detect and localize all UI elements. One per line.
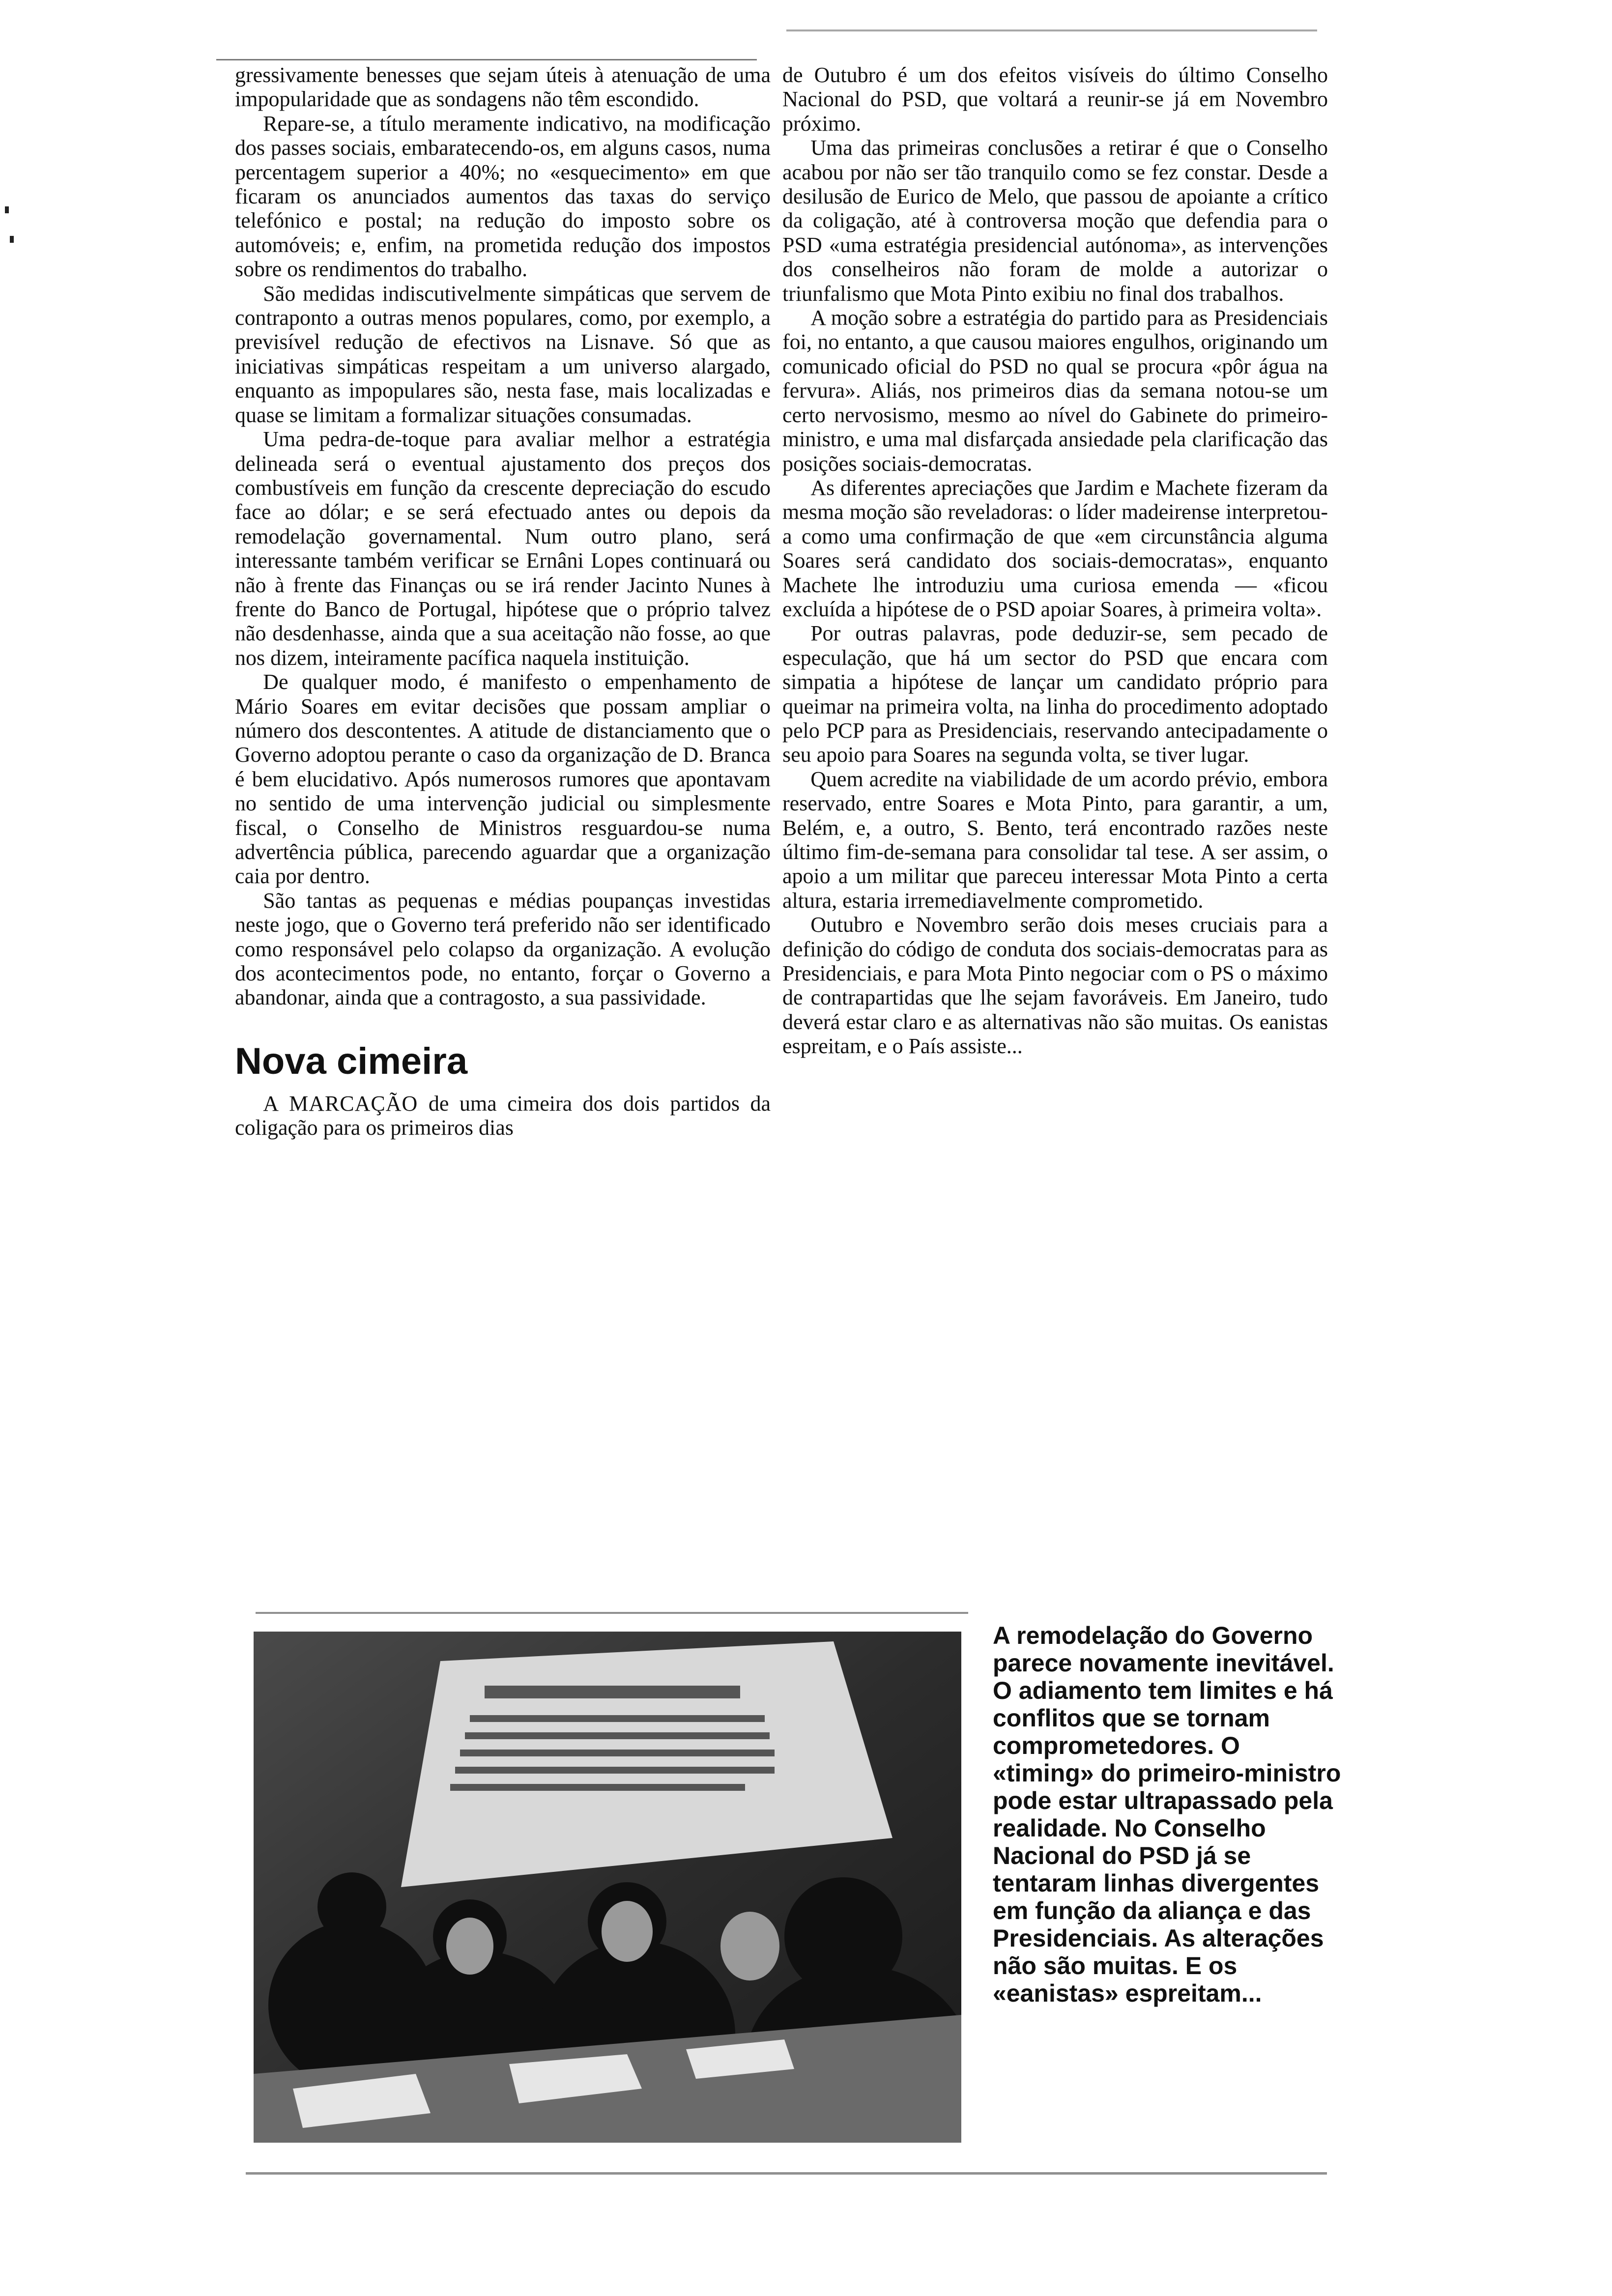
paragraph: Quem acredite na viabilidade de um acordo prévio, embora reservado, entre Soares e Mota Pinto, para garantir, a um, Belém, e, a outro, S. Bento, terá encontrado razões neste último fim-de-semana para consolidar tal tese. A ser assim, o apoio a um militar que pareceu interessar Mota Pinto a certa altura, estaria irremediavelmente comprometido.: [782, 767, 1328, 913]
scan-speck: [786, 29, 1317, 31]
meeting-photo-image: [254, 1632, 961, 2143]
paragraph: De qualquer modo, é manifesto o empenhamento de Mário Soares em evitar decisões que possam ampliar o número dos descontentes. A atitude de distanciamento que o Governo adoptou perante o caso da organização de D. Branca é bem elucidativo. Após numerosos rumores que apontavam no sentido de uma intervenção judicial ou simplesmente fiscal, o Conselho de Ministros resguardou-se numa advertência pública, parecendo aguardar que a organização caia por dentro.: [235, 670, 771, 889]
paragraph: Por outras palavras, pode deduzir-se, sem pecado de especulação, que há um sector do PSD que encara com simpatia a hipótese de lançar um candidato próprio para queimar na primeira volta, na linha do procedimento adoptado pelo PCP para as Presidenciais, reservando antecipadamente o seu apoio para Soares na segunda volta, se tiver lugar.: [782, 621, 1328, 767]
left-text-column: [235, 63, 771, 1140]
scan-speck: [10, 236, 14, 243]
paragraph: gressivamente benesses que sejam úteis à atenuação de uma impopularidade que as sondagens não têm escondido.: [235, 63, 771, 112]
paragraph: Repare-se, a título meramente indicativo, na modificação dos passes sociais, embaratecendo-os, em alguns casos, numa percentagem superior a 40%; no «esquecimento» em que ficaram os anunciados aumentos das taxas do serviço telefónico e postal; na redução do imposto sobre os automóveis; e, enfim, na prometida redução dos impostos sobre os rendimentos do trabalho.: [235, 111, 771, 282]
subheading: Nova cimeira: [235, 1040, 468, 1082]
paragraph: São medidas indiscutivelmente simpáticas que servem de contraponto a outras menos populares, como, por exemplo, a previsível redução de efectivos na Lisnave. Só que as iniciativas simpáticas respeitam a um universo alargado, enquanto as impopulares são, nesta fase, mais localizadas e quase se limitam a formalizar situações consumadas.: [235, 281, 771, 427]
paragraph: Uma das primeiras conclusões a retirar é que o Conselho acabou por não ser tão tranquilo como se fez constar. Desde a desilusão de Eurico de Melo, que passou de apoiante a crítico da coligação, até à controversa moção que defendia para o PSD «uma estratégia presidencial autónoma», as intervenções dos conselheiros não foram de molde a autorizar o triunfalismo que Mota Pinto exibiu no final dos trabalhos.: [782, 136, 1328, 306]
paragraph: São tantas as pequenas e médias poupanças investidas neste jogo, que o Governo terá preferido não ser identificado como responsável pelo colapso da organização. A evolução dos acontecimentos pode, no entanto, forçar o Governo a abandonar, ainda que a contragosto, a sua passividade.: [235, 888, 771, 1010]
paragraph: Uma pedra-de-toque para avaliar melhor a estratégia delineada será o eventual ajustamento dos preços dos combustíveis em função da crescente depreciação do escudo face ao dólar; e se será efectuado antes ou depois da remodelação governamental. Num outro plano, será interessante também verificar se Ernâni Lopes continuará ou não à frente das Finanças ou se irá render Jacinto Nunes à frente do Banco de Portugal, hipótese que o próprio talvez não desdenhasse, ainda que a sua aceitação não fosse, ao que nos dizem, inteiramente pacífica naquela instituição.: [235, 427, 771, 670]
paragraph: de Outubro é um dos efeitos visíveis do último Conselho Nacional do PSD, que voltará a reunir-se já em Novembro próximo.: [782, 63, 1328, 136]
scan-speck: [246, 2172, 1327, 2175]
paragraph: A moção sobre a estratégia do partido para as Presidenciais foi, no entanto, a que causou maiores engulhos, originando um comunicado oficial do PSD no qual se procura «pôr água na fervura». Aliás, nos primeiros dias da semana notou-se um certo nervosismo, mesmo ao nível do Gabinete do primeiro-ministro, e uma mal disfarçada ansiedade pela clarificação das posições sociais-democratas.: [782, 306, 1328, 476]
scan-speck: [216, 59, 757, 60]
scan-speck: [256, 1612, 968, 1614]
scan-speck: [5, 206, 9, 213]
paragraph: Outubro e Novembro serão dois meses cruciais para a definição do código de conduta dos sociais-democratas para as Presidenciais, e para Mota Pinto negociar com o PS o máximo de contrapartidas que lhe sejam favoráveis. Em Janeiro, tudo deverá estar claro e as alternativas não são muitas. Os eanistas espreitam, e o País assiste...: [782, 913, 1328, 1059]
paragraph-lead-caps: A MARCAÇÃO: [263, 1091, 418, 1116]
photo-caption: A remodelação do Governo parece novamente inevitável. O adiamento tem limites e há conflitos que se tornam comprometedores. O «timing» do primeiro-ministro pode estar ultrapassado pela realidade. No Conselho Nacional do PSD já se tentaram linhas divergentes em função da aliança e das Presidenciais. As alterações não são muitas. E os «eanistas» espreitam...: [993, 1622, 1341, 2007]
paragraph: As diferentes apreciações que Jardim e Machete fizeram da mesma moção são reveladoras: o líder madeirense interpretou-a como uma confirmação de que «em circunstância alguma Soares será candidato dos sociais-democratas», enquanto Machete lhe introduziu uma curiosa emenda — «ficou excluída a hipótese de o PSD apoiar Soares, à primeira volta».: [782, 475, 1328, 621]
right-text-column: [782, 63, 1328, 1059]
meeting-photo: [254, 1632, 961, 2143]
paragraph: [235, 1091, 771, 1140]
paragraph-text: de uma cimeira dos dois partidos da coligação para os primeiros dias: [235, 1091, 771, 1140]
